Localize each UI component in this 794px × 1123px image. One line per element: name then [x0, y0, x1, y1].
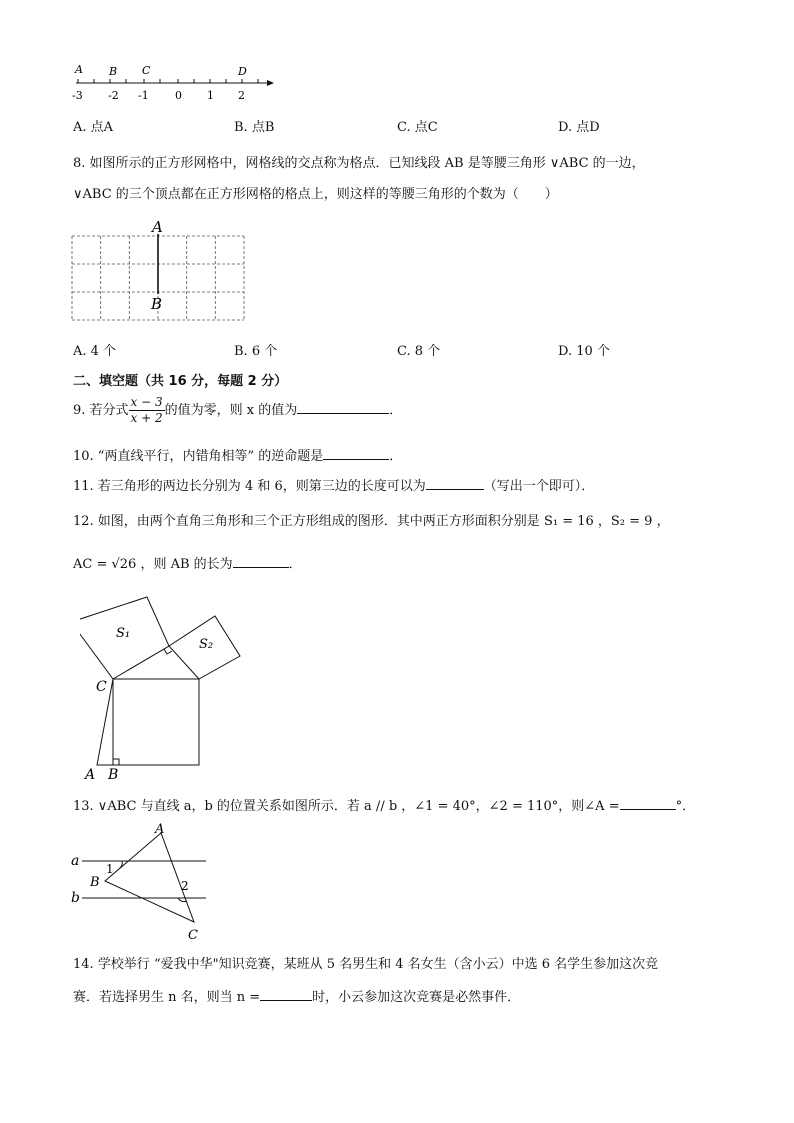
tick-label: -1 — [138, 89, 149, 102]
q10-answer-blank[interactable] — [323, 447, 389, 460]
q9-end: ． — [389, 403, 403, 418]
q14-stem-line1: 14. 学校举行 “爱我中华"知识竞赛，某班从 5 名男生和 4 名女生（含小云）中选 6 名学生参加这次竞 — [73, 957, 659, 972]
q7-option-c[interactable]: C. 点C — [397, 120, 438, 135]
q12-stem-line2 — [73, 553, 302, 572]
q8-option-b[interactable]: B. 6 个 — [234, 344, 278, 359]
point-a-label: A — [75, 63, 83, 76]
number-line-figure — [68, 60, 282, 104]
vertex-b-label: B — [90, 875, 100, 890]
vertex-b-label: B — [151, 295, 163, 313]
section-title: 二、填空题（共 16 分，每题 2 分） — [73, 374, 288, 389]
q14-answer-blank[interactable] — [260, 988, 312, 1001]
q8-stem-line1: 8. 如图所示的正方形网格中，网格线的交点称为格点．已知线段 AB 是等腰三角形 ∨ABC 的一边， — [73, 156, 645, 171]
vertex-a-label: A — [152, 218, 163, 236]
q8-stem-line2: ∨ABC 的三个顶点都在正方形网格的格点上，则这样的等腰三角形的个数为（ ） — [73, 187, 558, 202]
point-c-label: C — [142, 64, 151, 77]
tick-label: 1 — [207, 89, 214, 102]
q8-option-c[interactable]: C. 8 个 — [397, 344, 441, 359]
q10 — [73, 445, 402, 464]
q9-answer-blank[interactable] — [297, 401, 389, 414]
line-b-label: b — [71, 890, 80, 906]
vertex-a-label: A — [155, 822, 165, 837]
q9-denominator: x + 2 — [130, 411, 163, 425]
q12-answer-blank[interactable] — [233, 555, 289, 568]
q14-given: 赛．若选择男生 n 名，则当 n = — [73, 990, 261, 1005]
line-a-label: a — [71, 853, 80, 869]
angle-2-label: 2 — [181, 879, 189, 893]
square-bottom — [113, 679, 199, 765]
q9-fraction — [129, 395, 165, 426]
q8-option-a[interactable]: A. 4 个 — [73, 344, 117, 359]
q13 — [73, 795, 695, 814]
q10-text: 10. “两直线平行，内错角相等” 的逆命题是 — [73, 449, 324, 464]
q12-stem-line1: 12. 如图，由两个直角三角形和三个正方形组成的图形．其中两正方形面积分别是 S₁ = 16 ，S₂ = 9 ， — [73, 514, 670, 529]
vertex-b-label: B — [108, 767, 119, 783]
q13-answer-blank[interactable] — [620, 797, 676, 810]
vertex-c-label: C — [96, 679, 107, 695]
q9-suffix: 的值为零，则 x 的值为 — [164, 403, 298, 418]
q10-end: ． — [389, 449, 403, 464]
tick-label: -2 — [108, 89, 119, 102]
q8-grid-figure — [66, 216, 250, 328]
angle-1-label: 1 — [106, 862, 114, 876]
right-angle-top — [164, 649, 172, 654]
q9 — [73, 395, 402, 426]
right-angle-b — [113, 759, 119, 765]
vertex-c-label: C — [188, 928, 198, 943]
q12-end: ． — [288, 557, 302, 572]
tick-label: -3 — [72, 89, 83, 102]
q8-option-d[interactable]: D. 10 个 — [558, 344, 610, 359]
q13-end: °． — [675, 799, 696, 814]
q11-answer-blank[interactable] — [426, 477, 484, 490]
vertex-a-label: A — [85, 767, 96, 783]
q7-option-a[interactable]: A. 点A — [73, 120, 114, 135]
q12-figure — [80, 590, 260, 786]
q12-given: AC = √26 ，则 AB 的长为 — [73, 557, 233, 572]
q14-stem-line2 — [73, 986, 520, 1005]
tick-label: 0 — [175, 89, 182, 102]
point-d-label: D — [238, 65, 247, 78]
point-b-label: B — [109, 65, 118, 78]
tick-label: 2 — [238, 89, 245, 102]
s1-label: S₁ — [116, 626, 131, 641]
q9-prefix: 9. 若分式 — [73, 403, 129, 418]
s2-label: S₂ — [199, 637, 214, 652]
q9-numerator: x − 3 — [130, 395, 163, 409]
q11-end: （写出一个即可）． — [483, 479, 595, 494]
q7-option-b[interactable]: B. 点B — [234, 120, 275, 135]
q7-option-d[interactable]: D. 点D — [558, 120, 600, 135]
triangle-abc — [105, 833, 194, 922]
q11 — [73, 475, 594, 494]
q13-figure — [68, 818, 216, 944]
q11-text: 11. 若三角形的两边长分别为 4 和 6，则第三边的长度可以为 — [73, 479, 426, 494]
q14-end: 时，小云参加这次竞赛是必然事件． — [312, 990, 521, 1005]
q13-text: 13. ∨ABC 与直线 a，b 的位置关系如图所示．若 a // b ，∠1 = 40°，∠2 = 110°，则∠A = — [73, 799, 620, 814]
number-line-arrow — [267, 80, 274, 86]
